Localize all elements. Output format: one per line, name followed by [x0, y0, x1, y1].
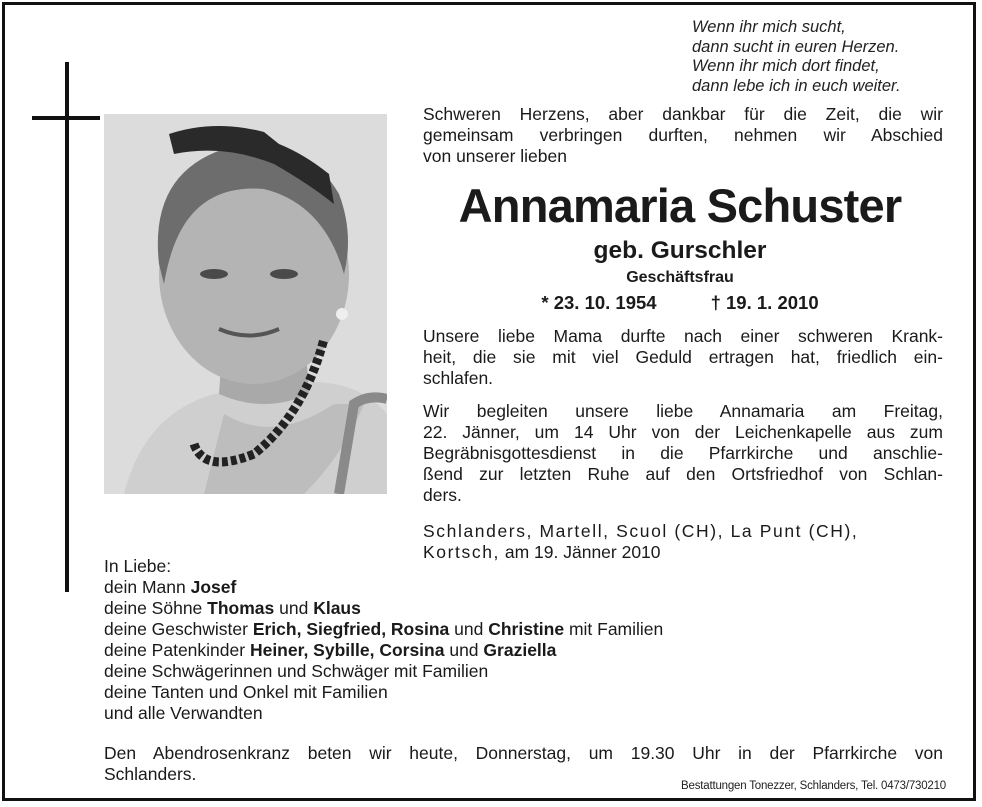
mourner-line: deine Tanten und Onkel mit Familien: [104, 682, 388, 702]
funeral-line: Wir begleiten unsere liebe Annamaria am Freitag,: [423, 401, 943, 421]
funeral-line: 22. Jänner, um 14 Uhr von der Leichenkapelle aus zum: [423, 422, 943, 442]
mourner-line: [104, 640, 804, 661]
mourners-list: [104, 556, 804, 724]
death-date: † 19. 1. 2010: [710, 292, 819, 313]
birth-date: * 23. 10. 1954: [541, 292, 657, 313]
poem-line: dann lebe ich in euch weiter.: [692, 76, 901, 95]
mourner-relation: deine Patenkinder: [104, 640, 250, 660]
poem-line: dann sucht in euren Herzen.: [692, 37, 900, 56]
maiden-name: geb. Gurschler: [593, 237, 767, 264]
mourner-line: deine Schwägerinnen und Schwäger mit Familien: [104, 661, 489, 681]
mourner-name: Thomas: [207, 598, 275, 618]
mourner-relation: deine Söhne: [104, 598, 208, 618]
mourner-name: Erich, Siegfried, Rosina: [252, 619, 450, 639]
mourner-line: [104, 598, 804, 619]
mourners-heading: In Liebe:: [104, 556, 172, 576]
intro-text: [423, 104, 943, 167]
intro-line: Schweren Herzens, aber dankbar für die Zeit, die wir: [423, 104, 943, 124]
mourner-relation: dein Mann: [104, 577, 191, 597]
message-line: schlafen.: [423, 368, 494, 388]
mourner-name: Graziella: [483, 640, 557, 660]
mourner-line: [104, 619, 804, 640]
message-text: [423, 326, 943, 389]
funeral-line: Begräbnisgottesdienst in die Pfarrkirche und anschlie-: [423, 443, 943, 463]
cross-icon-horizontal: [32, 116, 100, 120]
mourner-name: Christine: [488, 619, 565, 639]
poem-line: Wenn ihr mich dort findet,: [692, 57, 880, 75]
conjunction: und: [444, 640, 484, 660]
mourner-name: Klaus: [313, 598, 361, 618]
signing-date: am 19. Jänner 2010: [500, 542, 661, 562]
intro-line: von unserer lieben: [423, 146, 567, 166]
mourner-relation: deine Geschwister: [104, 619, 253, 639]
rosary-line: Schlanders.: [104, 764, 197, 784]
funeral-line: ßend zur letzten Ruhe auf den Ortsfriedhof von Schlan-: [423, 464, 943, 484]
rosary-line: Den Abendrosenkranz beten wir heute, Donnerstag, um 19.30 Uhr in der Pfarrkirche von: [104, 743, 943, 763]
profession: Geschäftsfrau: [626, 269, 734, 286]
places-line: Schlanders, Martell, Scuol (CH), La Punt (CH),: [423, 521, 859, 541]
conjunction: und: [449, 619, 489, 639]
mourner-name: Heiner, Sybille, Corsina: [249, 640, 445, 660]
message-line: heit, die sie mit viel Geduld ertragen hat, friedlich ein-: [423, 347, 943, 367]
poem-quote: [692, 18, 960, 96]
undertaker-credit: Bestattungen Tonezzer, Schlanders, Tel. 0473/730210: [681, 780, 946, 792]
mourner-suffix: mit Familien: [564, 619, 664, 639]
funeral-text: [423, 401, 943, 506]
cross-icon-vertical: [65, 62, 69, 592]
mourner-line: [104, 577, 804, 598]
portrait-photo: [104, 114, 387, 494]
place-kortsch: Kortsch,: [423, 542, 500, 562]
deceased-name: Annamaria Schuster: [458, 179, 902, 232]
intro-line: gemeinsam verbringen durften, nehmen wir Abschied: [423, 125, 943, 145]
mourner-line: und alle Verwandten: [104, 703, 263, 723]
poem-line: Wenn ihr mich sucht,: [692, 18, 846, 36]
life-dates: [400, 291, 960, 315]
conjunction: und: [274, 598, 314, 618]
mourner-name: Josef: [190, 577, 237, 597]
funeral-line: ders.: [423, 485, 462, 505]
message-line: Unsere liebe Mama durfte nach einer schweren Krank-: [423, 326, 943, 346]
